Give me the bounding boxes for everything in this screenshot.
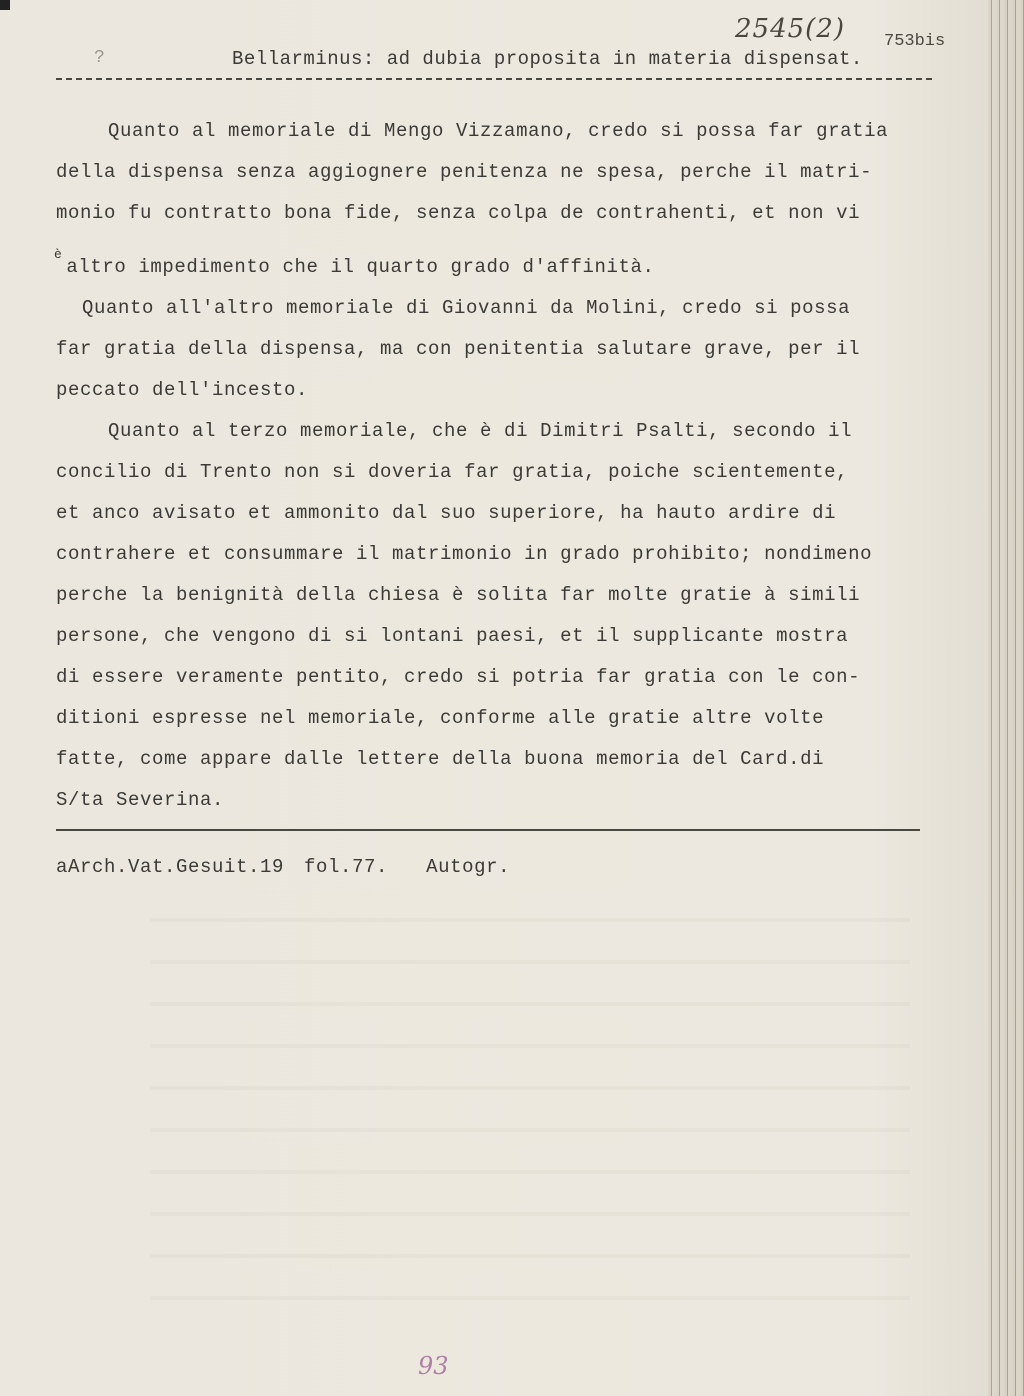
folio-number: 753bis [884, 32, 946, 51]
text-line: contrahere et consummare il matrimonio in grado prohibito; nondimeno [56, 543, 873, 565]
text-line: S/ta Severina. [56, 789, 225, 811]
text-line: della dispensa senza aggiognere penitenza ne spesa, perche il matri- [56, 161, 873, 183]
text-line: Quanto all'altro memoriale di Giovanni da Molini, credo si possa [82, 297, 851, 319]
text-line: far gratia della dispensa, ma con penitentia salutare grave, per il [56, 338, 861, 360]
text-line: monio fu contratto bona fide, senza colpa de contrahenti, et non vi [56, 202, 861, 224]
archive-number: 2545(2) [735, 14, 845, 44]
text-line: ditioni espresse nel memoriale, conforme alle gratie altre volte [56, 707, 825, 729]
body-text [56, 111, 936, 821]
footer-citation [56, 856, 510, 878]
text-line: di essere veramente pentito, credo si potria far gratia con le con- [56, 666, 861, 688]
text-line-content: altro impedimento che il quarto grado d'affinità. [66, 256, 655, 278]
source-reference: aArch.Vat.Gesuit.19 fol.77. [56, 856, 389, 878]
page-corner-mark [0, 0, 10, 10]
page-header-title: Bellarminus: ad dubia proposita in materia dispensat. [232, 48, 863, 70]
pencil-page-number: 93 [418, 1352, 449, 1380]
text-line: peccato dell'incesto. [56, 379, 309, 401]
superscript-accent: è [54, 247, 63, 262]
text-line: persone, che vengono di si lontani paesi, et il supplicante mostra [56, 625, 849, 647]
text-line: et anco avisato et ammonito dal suo superiore, ha hauto ardire di [56, 502, 837, 524]
text-line: Quanto al memoriale di Mengo Vizzamano, credo si possa far gratia [108, 120, 889, 142]
text-line: Quanto al terzo memoriale, che è di Dimitri Psalti, secondo il [108, 420, 853, 442]
solid-divider [56, 829, 920, 831]
text-line: concilio di Trento non si doveria far gratia, poiche scientemente, [56, 461, 849, 483]
text-line: perche la benignità della chiesa è solita far molte gratie à simili [56, 584, 861, 606]
text-line: fatte, come appare dalle lettere della buona memoria del Card.di [56, 748, 825, 770]
book-binding-edge [988, 0, 1024, 1396]
question-mark-annotation: ? [94, 48, 105, 68]
autograph-note: Autogr. [426, 856, 511, 878]
dashed-divider [56, 78, 932, 80]
bleed-through-shadow [150, 880, 910, 1300]
text-line [56, 234, 936, 288]
